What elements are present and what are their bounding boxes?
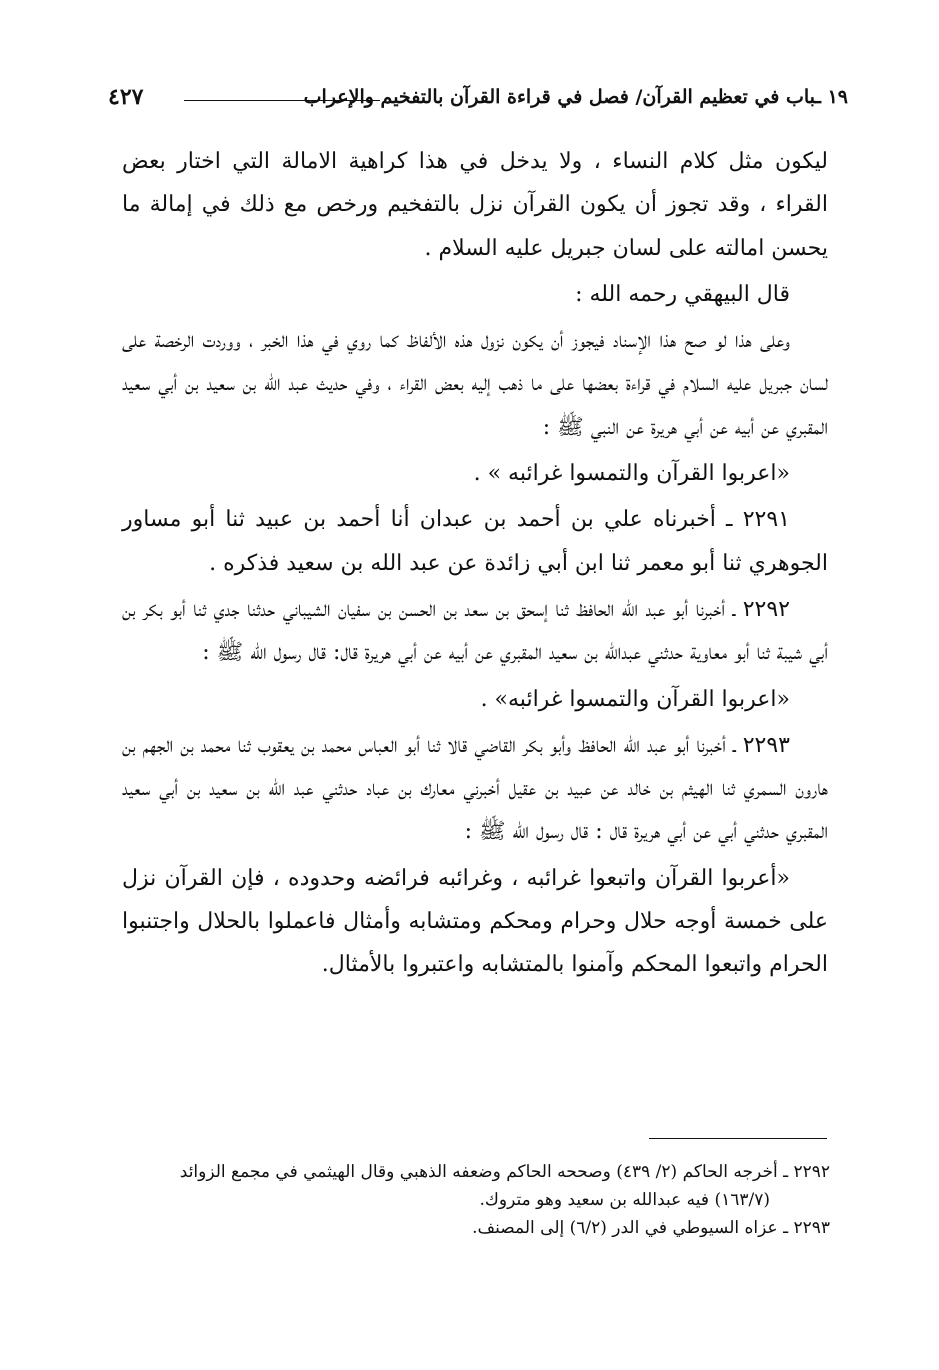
paragraph: ليكون مثل كلام النساء ، ولا يدخل في هذا كراهية الامالة التي اختار بعض القراء ، وقد تجوز أن يكون القرآن نزل بالتفخيم ورخص مع ذلك في إمالة ما يحسن امالته على لسان جبريل عليه السلام .: [122, 149, 828, 261]
footnote-2292: ٢٢٩٢ ـ أخرجه الحاكم (٢/ ٤٣٩) وصححه الحاكم وضعفه الذهبي وقال الهيثمي في مجمع الزوائد: [179, 1162, 830, 1182]
footnote-divider: [649, 1138, 827, 1139]
hadith-quote: «اعربوا القرآن والتمسوا غرائبه » .: [473, 461, 790, 487]
hadith-quote: «أعربوا القرآن واتبعوا غرائبه ، وغرائبه فرائضه وحدوده ، فإن القرآن نزل على خمسة أوجه حلال وحرام ومحكم ومتشابه وأمثال فاعملوا بالحلال واجتنبوا الحرام واتبعوا المحكم وآمنوا بالمتشابه واعتبروا بالأمثال.: [122, 865, 828, 978]
footnote-2292-continuation: (١٦٣/٧) فيه عبدالله بن سعيد وهو متروك.: [479, 1190, 770, 1210]
hadith-entry-2293: ٢٢٩٣ ـ أخبرنا أبو عبد الله الحافظ وأبو بكر القاضي قالا ثنا أبو العباس محمد بن يعقوب ثنا محمد بن الجهم بن هارون السمري ثنا الهيثم بن خالد عن عبيد بن عقيل أخبرني معارك بن عباد حدثني عبد الله بن سعيد بن أبي سعيد المقبري حدثني أبي عن أبي هريرة قال : قال رسول الله ﷺ :: [122, 732, 828, 845]
paragraph: قال البيهقي رحمه الله :: [575, 281, 790, 307]
page-number: ٤٢٧: [108, 84, 144, 110]
hadith-entry-2291: ٢٢٩١ ـ أخبرناه علي بن أحمد بن عبدان أنا أحمد بن عبيد ثنا أبو مساور الجوهري ثنا أبو معمر ثنا ابن أبي زائدة عن عبد الله بن سعيد فذكره .: [122, 507, 828, 576]
hadith-quote: «اعربوا القرآن والتمسوا غرائبه» .: [480, 686, 790, 712]
hadith-entry-2292: ٢٢٩٢ ـ أخبرنا أبو عبد الله الحافظ ثنا إسحق بن سعد بن الحسن بن سفيان الشيباني حدثنا جدي ثنا أبو بكر بن أبي شيبة ثنا أبو معاوية حدثني عبدالله بن سعيد المقبري عن أبيه عن أبي هريرة قال: قال رسول الله ﷺ :: [122, 596, 828, 666]
footnotes: [120, 1158, 830, 1242]
header-title: ١٩ ـباب في تعظيم القرآن/ فصل في قراءة القرآن بالتفخيم والإعراب: [303, 86, 848, 108]
main-text: [122, 140, 828, 987]
footnote-2293: ٢٢٩٣ ـ عزاه السيوطي في الدر (٦/٢) إلى المصنف.: [472, 1218, 830, 1238]
paragraph: وعلى هذا لو صح هذا الإسناد فيجوز أن يكون نزول هذه الألفاظ كما روي في هذا الخبر ، ووردت الرخصة على لسان جبريل عليه السلام في قراءة بعضها على ما ذهب إليه بعض القراء ، وفي حديث عبد الله بن سعيد بن أبي سعيد المقبري عن أبيه عن أبي هريرة عن النبي ﷺ :: [122, 328, 828, 440]
header-rule: [184, 100, 380, 101]
running-header: [108, 86, 848, 116]
